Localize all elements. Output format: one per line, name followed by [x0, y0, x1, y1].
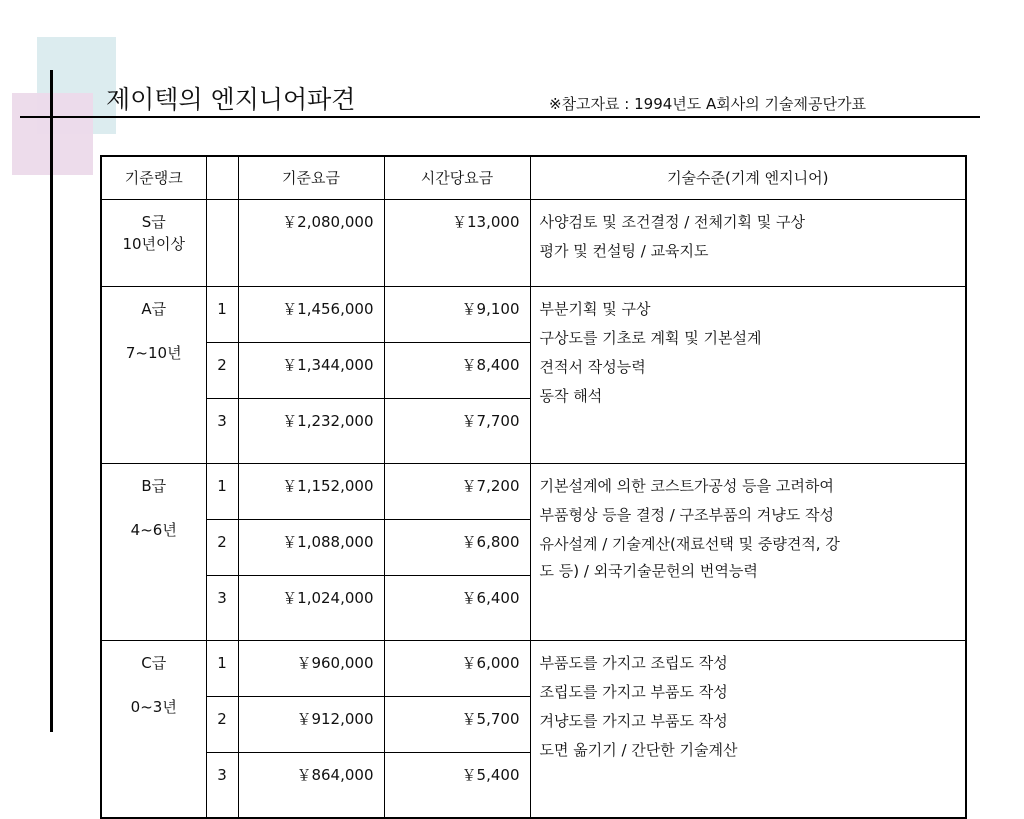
skill-desc-line: 겨냥도를 가지고 부품도 작성 [539, 712, 728, 730]
base-fee-cell: ￥2,080,000 [238, 200, 384, 287]
table-row [101, 641, 966, 697]
rank-years: 7~10년 [125, 344, 182, 362]
hourly-fee-cell: ￥8,400 [384, 343, 530, 399]
base-fee-cell: ￥1,232,000 [238, 399, 384, 464]
hourly-fee-cell: ￥6,000 [384, 641, 530, 697]
header-base-fee: 기준요금 [238, 156, 384, 200]
rank-cell-s [101, 200, 206, 287]
skill-desc-line: 부품도를 가지고 조립도 작성 [539, 654, 728, 672]
skill-desc-line: 조립도를 가지고 부품도 작성 [539, 683, 728, 701]
rank-label: C급 [141, 654, 167, 672]
sub-level-cell: 2 [206, 697, 238, 753]
skill-desc-line: 유사설계 / 기술계산(재료선택 및 중량견적, 강 [539, 535, 840, 553]
slide-title: 제이텍의 엔지니어파견 [106, 85, 356, 114]
base-fee-cell: ￥864,000 [238, 753, 384, 819]
skill-desc-line: 평가 및 컨설팅 / 교육지도 [539, 242, 709, 260]
sub-level-cell: 1 [206, 641, 238, 697]
rank-label: S급 [141, 213, 166, 231]
skill-desc-cell-s [530, 200, 966, 287]
hourly-fee-cell: ￥5,700 [384, 697, 530, 753]
sub-cell-empty [206, 200, 238, 287]
table-row [101, 200, 966, 287]
skill-desc-line: 부분기획 및 구상 [539, 300, 651, 318]
skill-desc-cell-a [530, 287, 966, 464]
base-fee-cell: ￥1,152,000 [238, 464, 384, 520]
sub-level-cell: 3 [206, 576, 238, 641]
hourly-fee-cell: ￥6,800 [384, 520, 530, 576]
rank-cell-c [101, 641, 206, 819]
sub-level-cell: 1 [206, 287, 238, 343]
sub-level-cell: 3 [206, 399, 238, 464]
rank-label: B급 [141, 477, 167, 495]
hourly-fee-cell: ￥6,400 [384, 576, 530, 641]
decorative-vertical-rule [50, 70, 53, 732]
skill-desc-line: 사양검토 및 조건결정 / 전체기획 및 구상 [539, 213, 806, 231]
rank-cell-b [101, 464, 206, 641]
header-sub [206, 156, 238, 200]
sub-level-cell: 1 [206, 464, 238, 520]
base-fee-cell: ￥960,000 [238, 641, 384, 697]
rank-years: 4~6년 [130, 521, 177, 539]
rank-label: A급 [141, 300, 167, 318]
header-rank: 기준랭크 [101, 156, 206, 200]
hourly-fee-cell: ￥9,100 [384, 287, 530, 343]
hourly-fee-cell: ￥7,200 [384, 464, 530, 520]
rank-cell-a [101, 287, 206, 464]
skill-desc-line: 도면 옮기기 / 간단한 기술계산 [539, 741, 738, 759]
skill-desc-cell-c [530, 641, 966, 819]
sub-level-cell: 2 [206, 343, 238, 399]
table-row [101, 464, 966, 520]
hourly-fee-cell: ￥7,700 [384, 399, 530, 464]
skill-desc-line: 도 등) / 외국기술문헌의 번역능력 [539, 562, 758, 580]
skill-desc-line: 부품형상 등을 결정 / 구조부품의 겨냥도 작성 [539, 506, 834, 524]
table-row [101, 287, 966, 343]
base-fee-cell: ￥1,456,000 [238, 287, 384, 343]
header-hourly-fee: 시간당요금 [384, 156, 530, 200]
base-fee-cell: ￥1,088,000 [238, 520, 384, 576]
skill-desc-line: 구상도를 기초로 계획 및 기본설계 [539, 329, 762, 347]
header-skill-level: 기술수준(기계 엔지니어) [530, 156, 966, 200]
sub-level-cell: 2 [206, 520, 238, 576]
table-header-row [101, 156, 966, 200]
rate-table [100, 155, 967, 819]
hourly-fee-cell: ￥13,000 [384, 200, 530, 287]
skill-desc-cell-b [530, 464, 966, 641]
base-fee-cell: ￥912,000 [238, 697, 384, 753]
rank-years: 0~3년 [130, 698, 177, 716]
hourly-fee-cell: ￥5,400 [384, 753, 530, 819]
sub-level-cell: 3 [206, 753, 238, 819]
reference-note: ※참고자료 : 1994년도 A회사의 기술제공단가표 [549, 95, 866, 113]
skill-desc-line: 견적서 작성능력 [539, 358, 646, 376]
rank-years: 10년이상 [122, 235, 186, 253]
skill-desc-line: 동작 해석 [539, 387, 603, 405]
base-fee-cell: ￥1,024,000 [238, 576, 384, 641]
skill-desc-line: 기본설계에 의한 코스트가공성 등을 고려하여 [539, 477, 834, 495]
base-fee-cell: ￥1,344,000 [238, 343, 384, 399]
